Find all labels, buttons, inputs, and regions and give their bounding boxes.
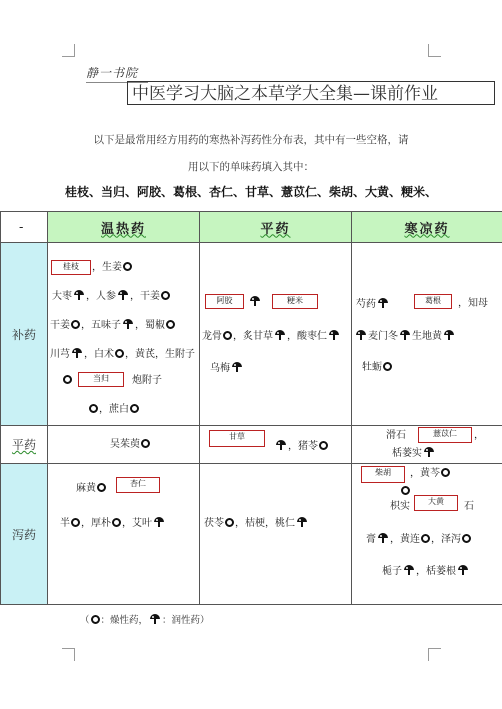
ring-icon xyxy=(462,534,471,543)
ring-icon xyxy=(141,439,150,448)
herb-list: 桂枝、当归、阿胶、葛根、杏仁、甘草、薏苡仁、柴胡、大黄、粳米、 xyxy=(64,185,437,199)
cell-text xyxy=(62,374,73,387)
ring-icon xyxy=(91,615,100,624)
cell-text: ，黄芩 xyxy=(410,467,451,480)
ring-icon xyxy=(383,362,392,371)
clipboard-icon[interactable] xyxy=(401,486,410,495)
mushroom-icon xyxy=(443,329,455,341)
page-title[interactable]: 中医学习大脑之本草学大全集—课前作业 xyxy=(127,81,495,105)
column-header-neutral: 平药 xyxy=(200,212,352,243)
cell-text: 麻黄 xyxy=(76,482,107,495)
legend: （ ：燥性药， ：润性药） xyxy=(80,615,210,626)
mushroom-icon xyxy=(117,289,129,301)
cell-bu-cold[interactable] xyxy=(352,243,502,426)
ring-icon xyxy=(89,404,98,413)
ring-icon xyxy=(112,518,121,527)
mushroom-icon xyxy=(249,295,261,307)
page-corner-mark xyxy=(428,44,441,57)
mushroom-icon xyxy=(122,318,134,330)
answer-box[interactable]: 薏苡仁 xyxy=(418,427,472,443)
mushroom-icon xyxy=(377,297,389,309)
cell-text: 大枣 ，人参 ，干姜 xyxy=(52,289,171,303)
mushroom-icon xyxy=(274,329,286,341)
cell-text: 滑石 xyxy=(386,430,406,441)
ring-icon xyxy=(71,518,80,527)
page-corner-mark xyxy=(62,648,75,661)
mushroom-icon xyxy=(275,439,287,451)
ring-icon xyxy=(225,518,234,527)
mushroom-icon xyxy=(231,361,243,373)
ring-icon xyxy=(319,441,328,450)
cell-text: ， xyxy=(474,430,484,441)
cell-text: 栝蒌实 xyxy=(392,446,436,460)
cell-text: 炮附子 xyxy=(132,375,162,386)
cell-text: ，蔗白 xyxy=(88,403,140,416)
answer-box[interactable]: 桂枝 xyxy=(51,260,91,275)
ring-icon xyxy=(130,404,139,413)
ring-icon xyxy=(223,331,232,340)
ring-icon xyxy=(421,534,430,543)
logo: 静一书院 xyxy=(86,66,139,80)
cell-text: 川芎 ，白术 ，黄芪，生附子 xyxy=(50,349,195,360)
table-header-row xyxy=(1,212,502,243)
mushroom-icon xyxy=(377,532,389,544)
cell-ping-cold[interactable] xyxy=(352,426,502,464)
cell-text: 半 ，厚朴 ，艾叶 xyxy=(60,516,166,530)
cell-text: 干姜 ，五味子 ，蜀椒 xyxy=(50,318,176,332)
cell-text: 栀子 ，栝蒌根 xyxy=(382,564,470,578)
mushroom-icon xyxy=(355,329,367,341)
mushroom-icon xyxy=(71,347,83,359)
column-header-warm: 温热药 xyxy=(48,212,200,243)
cell-text: 膏 ，黄连 ，泽泻 xyxy=(366,532,472,546)
cell-text: 麦门冬 生地黄 xyxy=(354,329,456,343)
mushroom-icon xyxy=(399,329,411,341)
ring-icon xyxy=(115,349,124,358)
cell-bu-neutral[interactable] xyxy=(200,243,352,426)
cell-text: 牡蛎 xyxy=(362,361,393,374)
ring-icon xyxy=(71,320,80,329)
answer-box[interactable]: 当归 xyxy=(78,372,124,387)
cell-xie-warm[interactable] xyxy=(48,464,200,605)
answer-box[interactable]: 杏仁 xyxy=(116,477,160,493)
table-corner-cell: - xyxy=(1,212,48,243)
mushroom-icon xyxy=(328,329,340,341)
page-corner-mark xyxy=(428,648,441,661)
ring-icon xyxy=(123,262,132,271)
table-row xyxy=(1,464,502,605)
ring-icon xyxy=(166,320,175,329)
cell-text: ，知母 xyxy=(458,298,488,309)
answer-box[interactable]: 葛根 xyxy=(414,294,452,309)
intro-line-1: 以下是最常用经方用药的寒热补泻药性分布表，其中有一些空格，请 xyxy=(93,134,409,146)
cell-ping-warm[interactable] xyxy=(48,426,200,464)
ring-icon xyxy=(97,483,106,492)
mushroom-icon xyxy=(149,613,161,625)
row-label-bu: 补药 xyxy=(1,243,48,426)
row-label-ping: 平药 xyxy=(1,426,48,464)
cell-text: 茯苓 ，桔梗，桃仁 xyxy=(204,516,309,530)
answer-box[interactable]: 甘草 xyxy=(209,430,265,447)
answer-box[interactable]: 粳米 xyxy=(272,294,318,309)
cell-text: 乌梅 xyxy=(210,361,244,375)
cell-text: 石 xyxy=(464,501,474,512)
answer-box[interactable]: 大黄 xyxy=(414,495,458,511)
cell-text: ，猪苓 xyxy=(274,439,329,453)
cell-xie-cold[interactable] xyxy=(352,464,502,605)
mushroom-icon xyxy=(423,446,435,458)
answer-box[interactable]: 柴胡 xyxy=(361,466,405,483)
answer-box[interactable]: 阿胶 xyxy=(205,294,244,309)
cell-text: 芍药 xyxy=(356,297,390,311)
cell-bu-warm[interactable] xyxy=(48,243,200,426)
cell-text: ，生姜 xyxy=(92,261,133,274)
column-header-cold: 寒凉药 xyxy=(352,212,502,243)
mushroom-icon xyxy=(73,289,85,301)
cell-text: 吴茱萸 xyxy=(110,438,151,451)
row-label-xie: 泻药 xyxy=(1,464,48,605)
intro-line-2: 用以下的单味药填入其中： xyxy=(188,161,314,173)
property-table xyxy=(0,211,502,605)
cell-ping-neutral[interactable] xyxy=(200,426,352,464)
cell-text: 龙骨 ，炙甘草 ，酸枣仁 xyxy=(202,329,341,343)
mushroom-icon xyxy=(457,564,469,576)
mushroom-icon xyxy=(153,516,165,528)
ring-icon xyxy=(441,468,450,477)
mushroom-icon xyxy=(403,564,415,576)
ring-icon xyxy=(63,375,72,384)
table-row xyxy=(1,426,502,464)
page-corner-mark xyxy=(62,44,75,57)
table-row xyxy=(1,243,502,426)
mushroom-icon xyxy=(296,516,308,528)
ring-icon xyxy=(161,291,170,300)
cell-text: 枳实 xyxy=(390,501,410,512)
cell-xie-neutral[interactable] xyxy=(200,464,352,605)
